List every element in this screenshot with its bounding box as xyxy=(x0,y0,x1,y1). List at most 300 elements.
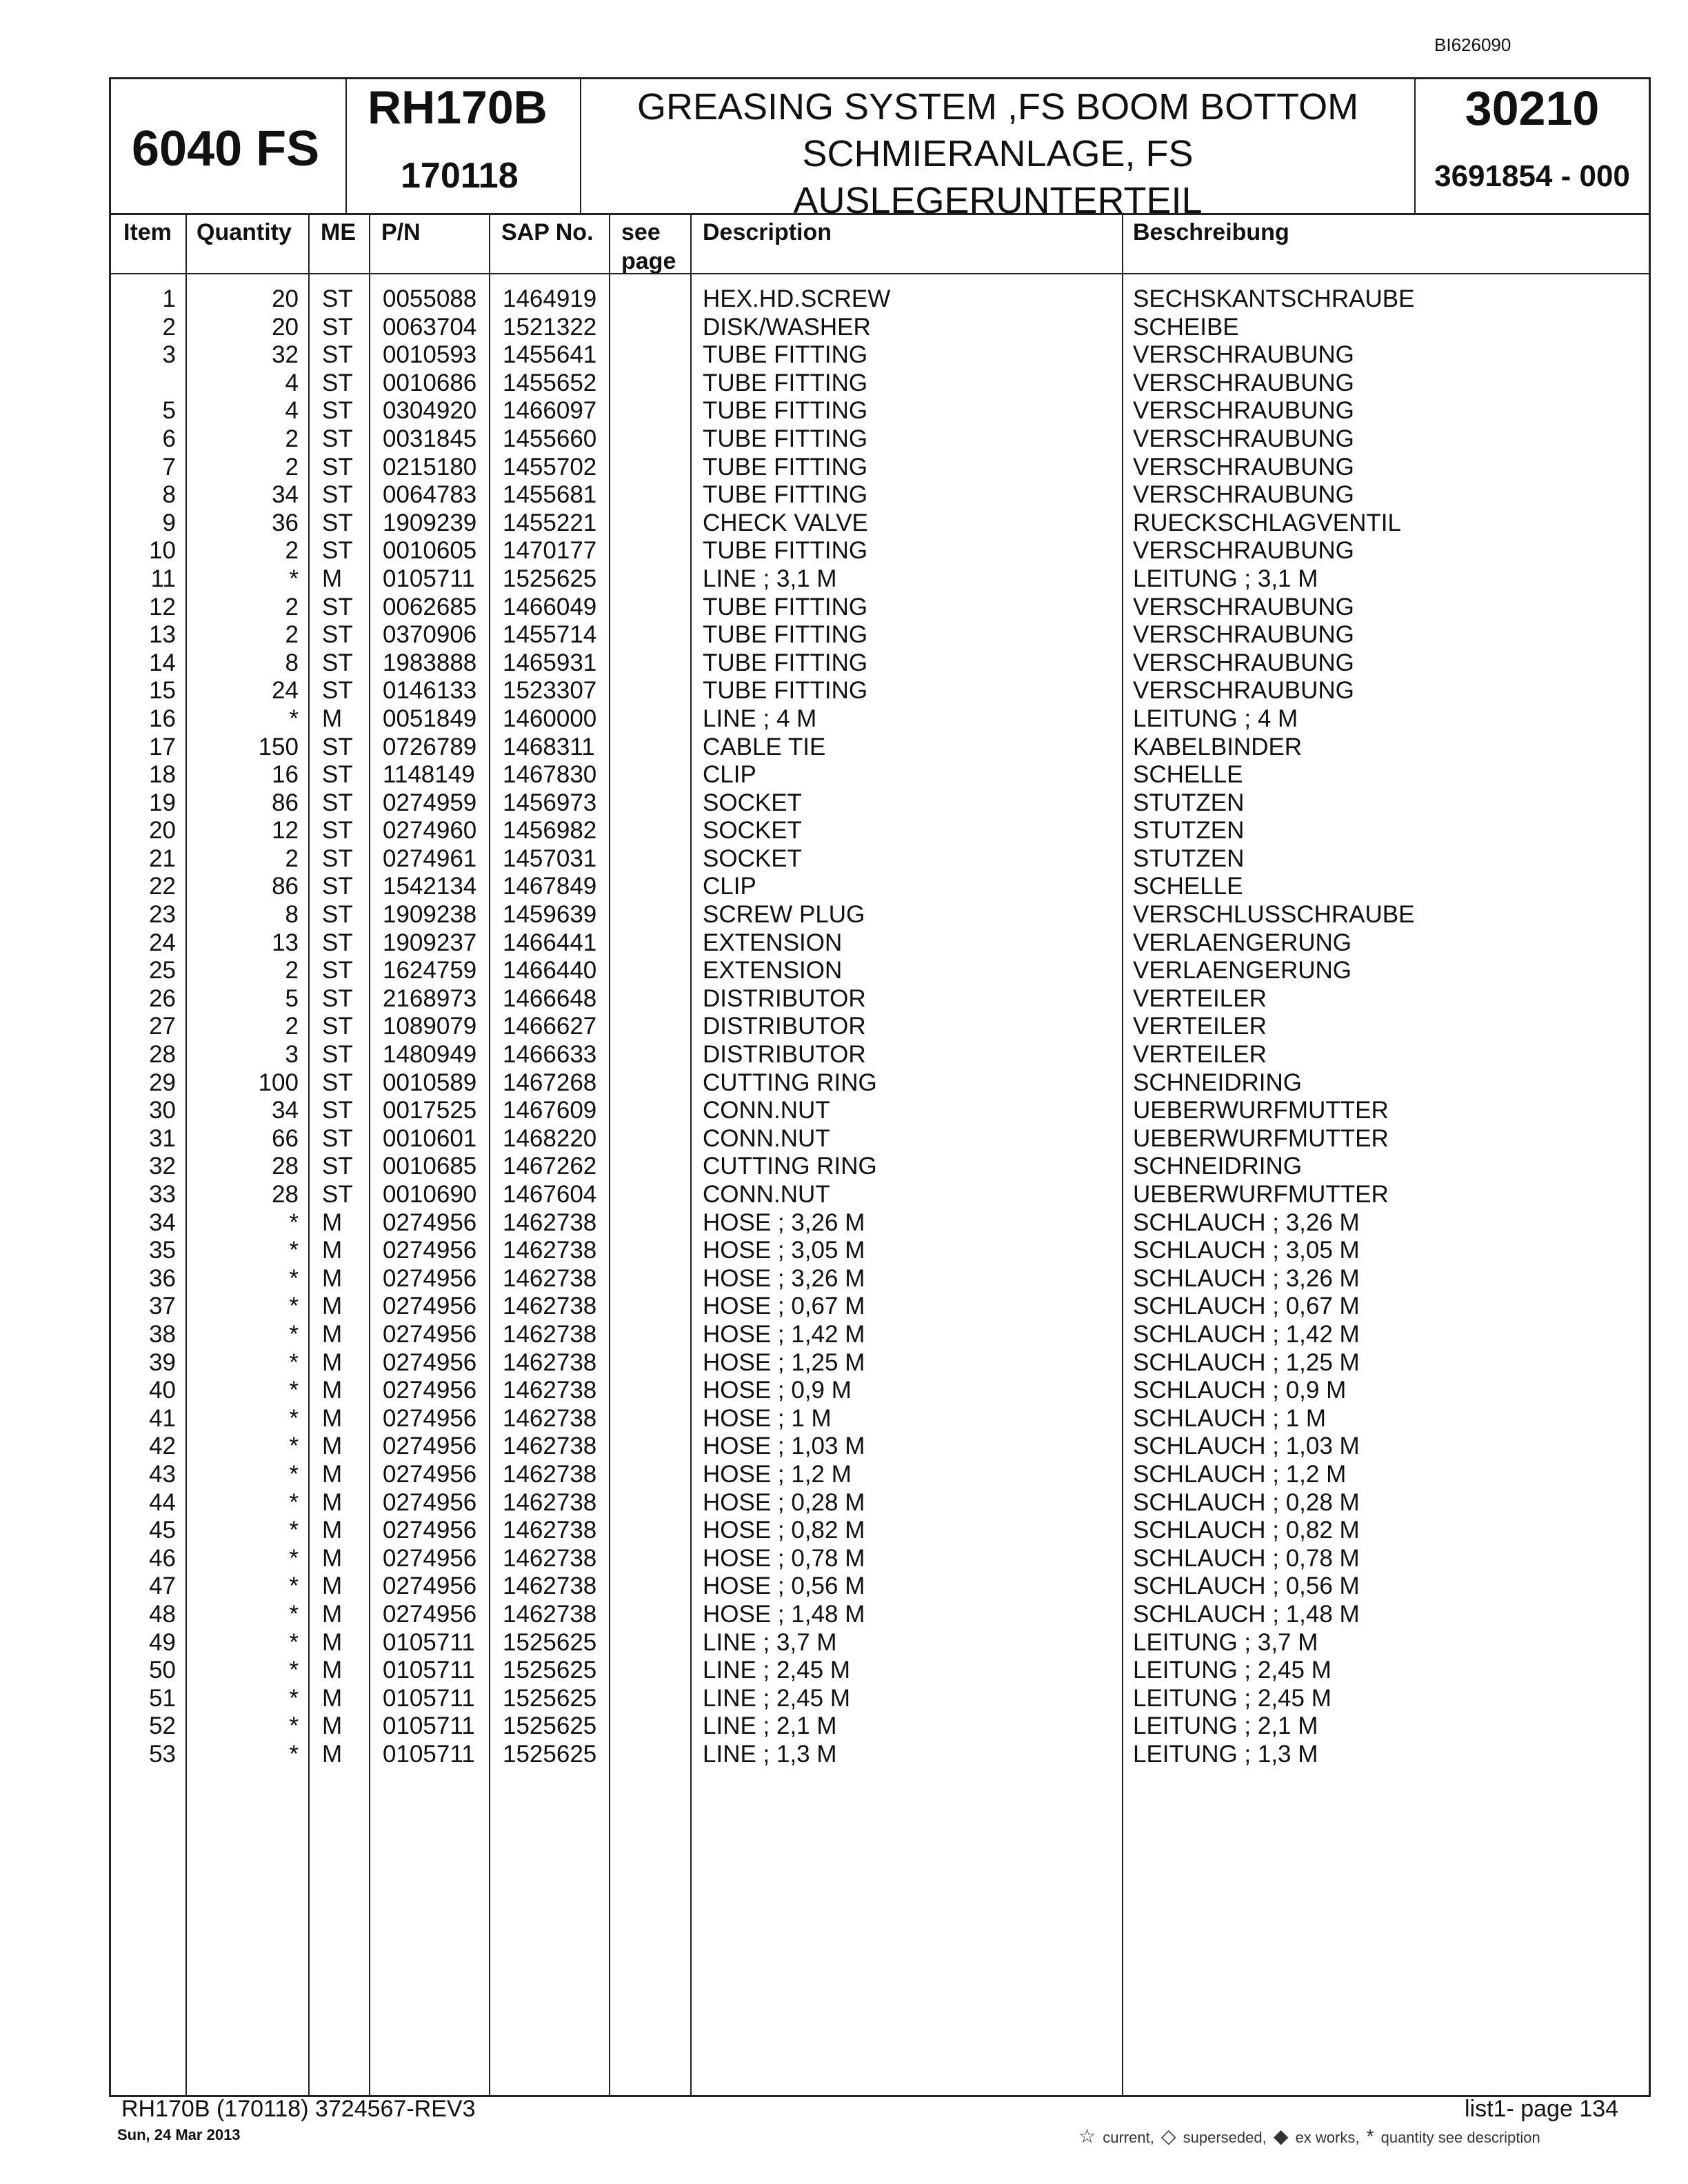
item-sap-number: 1462738 xyxy=(503,1544,597,1572)
item-number: 47 xyxy=(149,1573,176,1600)
item-sap-number: 1462738 xyxy=(503,1573,597,1600)
item-beschreibung: LEITUNG ; 3,7 M xyxy=(1133,1628,1318,1656)
item-beschreibung: SCHLAUCH ; 1 M xyxy=(1133,1404,1327,1432)
item-sap-number: 1466648 xyxy=(503,984,597,1012)
table-row xyxy=(111,454,1649,482)
item-description: DISTRIBUTOR xyxy=(703,1041,866,1069)
table-row xyxy=(111,341,1649,370)
item-part-number: 0274959 xyxy=(383,789,477,816)
item-part-number: 0010690 xyxy=(383,1181,477,1208)
table-row xyxy=(111,1712,1649,1741)
item-sap-number: 1462738 xyxy=(503,1433,597,1460)
diamond-filled-icon: ◆ xyxy=(1273,2125,1289,2147)
title-english: GREASING SYSTEM ,FS BOOM BOTTOM xyxy=(636,86,1359,128)
item-sap-number: 1466440 xyxy=(503,957,597,984)
table-row xyxy=(111,929,1649,958)
item-sap-number: 1462738 xyxy=(503,1237,597,1264)
title-cell xyxy=(581,79,1416,221)
item-beschreibung: SCHLAUCH ; 0,9 M xyxy=(1133,1377,1347,1404)
item-description: LINE ; 3,1 M xyxy=(703,565,837,592)
item-description: TUBE FITTING xyxy=(703,621,868,649)
item-unit: M xyxy=(322,1320,343,1348)
item-description: HOSE ; 1,2 M xyxy=(703,1460,852,1488)
item-quantity: 4 xyxy=(285,397,299,425)
col-header-sap: SAP No. xyxy=(501,219,594,245)
item-unit: ST xyxy=(322,313,353,341)
item-number: 33 xyxy=(149,1181,176,1208)
item-part-number: 0105711 xyxy=(383,1740,475,1768)
item-quantity: 4 xyxy=(285,369,299,396)
item-description: HOSE ; 1,03 M xyxy=(703,1433,865,1460)
item-number: 52 xyxy=(149,1712,176,1740)
item-unit: ST xyxy=(322,285,353,312)
item-number: 12 xyxy=(149,593,176,620)
table-row xyxy=(111,565,1649,594)
item-beschreibung: SCHLAUCH ; 1,25 M xyxy=(1133,1348,1360,1376)
item-beschreibung: SCHEIBE xyxy=(1133,313,1239,341)
item-quantity: 20 xyxy=(272,313,299,341)
item-sap-number: 1467604 xyxy=(503,1181,597,1208)
item-description: DISTRIBUTOR xyxy=(703,984,866,1012)
item-description: LINE ; 3,7 M xyxy=(703,1628,837,1656)
item-quantity: * xyxy=(289,1293,299,1320)
group-number: 30210 xyxy=(1465,81,1600,135)
item-quantity: 28 xyxy=(272,1153,299,1180)
item-description: CHECK VALVE xyxy=(703,509,868,536)
item-sap-number: 1468220 xyxy=(503,1124,597,1152)
table-row xyxy=(111,1489,1649,1517)
catalog-reference: RH170B (170118) 3724567-REV3 xyxy=(121,2096,476,2122)
item-number: 29 xyxy=(149,1069,176,1096)
item-quantity: * xyxy=(289,1544,299,1572)
diamond-outline-icon: ◇ xyxy=(1160,2125,1176,2147)
item-unit: ST xyxy=(322,621,353,649)
item-description: LINE ; 4 M xyxy=(703,705,817,732)
item-description: HOSE ; 1,48 M xyxy=(703,1600,865,1628)
item-part-number: 0063704 xyxy=(383,313,477,341)
item-number: 32 xyxy=(149,1153,176,1180)
item-number: 17 xyxy=(149,733,176,760)
item-number: 50 xyxy=(149,1657,176,1684)
item-sap-number: 1456973 xyxy=(503,789,597,816)
item-description: EXTENSION xyxy=(703,929,843,956)
item-quantity: * xyxy=(289,1517,299,1544)
item-sap-number: 1462738 xyxy=(503,1348,597,1376)
table-row xyxy=(111,1153,1649,1181)
item-description: DISTRIBUTOR xyxy=(703,1013,866,1040)
item-quantity: * xyxy=(289,1348,299,1376)
item-description: CUTTING RING xyxy=(703,1153,877,1180)
table-row xyxy=(111,734,1649,762)
table-row xyxy=(111,285,1649,314)
item-unit: ST xyxy=(322,397,353,425)
item-description: TUBE FITTING xyxy=(703,649,868,676)
item-sap-number: 1462738 xyxy=(503,1517,597,1544)
item-sap-number: 1462738 xyxy=(503,1293,597,1320)
item-unit: ST xyxy=(322,929,353,956)
item-description: HOSE ; 0,78 M xyxy=(703,1544,865,1572)
item-unit: M xyxy=(322,1657,343,1684)
title-german-line1: SCHMIERANLAGE, FS xyxy=(802,133,1194,174)
item-description: HOSE ; 1,42 M xyxy=(703,1320,865,1348)
table-row xyxy=(111,425,1649,454)
table-row xyxy=(111,649,1649,678)
item-description: HOSE ; 0,82 M xyxy=(703,1517,865,1544)
item-quantity: * xyxy=(289,1657,299,1684)
item-unit: ST xyxy=(322,733,353,760)
item-part-number: 0274956 xyxy=(383,1573,477,1600)
legend-superseded: superseded, xyxy=(1183,2129,1267,2146)
item-quantity: * xyxy=(289,1209,299,1236)
item-number: 40 xyxy=(149,1377,176,1404)
item-beschreibung: VERSCHRAUBUNG xyxy=(1133,453,1354,481)
item-quantity: 34 xyxy=(272,1097,299,1124)
table-row xyxy=(111,1657,1649,1685)
item-quantity: 24 xyxy=(272,677,299,705)
item-beschreibung: SCHNEIDRING xyxy=(1133,1153,1303,1180)
item-beschreibung: VERSCHRAUBUNG xyxy=(1133,369,1354,396)
item-beschreibung: SCHLAUCH ; 3,26 M xyxy=(1133,1209,1360,1236)
item-part-number: 0105711 xyxy=(383,565,475,592)
item-part-number: 0274956 xyxy=(383,1488,477,1516)
table-row xyxy=(111,1041,1649,1069)
item-sap-number: 1462738 xyxy=(503,1209,597,1236)
item-part-number: 2168973 xyxy=(383,984,477,1012)
item-part-number: 0274956 xyxy=(383,1320,477,1348)
col-header-quantity: Quantity xyxy=(197,219,292,245)
item-quantity: 16 xyxy=(272,761,299,789)
item-unit: M xyxy=(322,565,343,592)
item-beschreibung: LEITUNG ; 1,3 M xyxy=(1133,1740,1318,1768)
table-row xyxy=(111,1545,1649,1573)
item-number: 5 xyxy=(162,397,176,425)
item-part-number: 0064783 xyxy=(383,481,477,509)
item-description: HOSE ; 1 M xyxy=(703,1404,832,1432)
item-sap-number: 1455221 xyxy=(503,509,597,536)
item-number: 8 xyxy=(162,481,176,509)
table-row xyxy=(111,1461,1649,1489)
item-sap-number: 1467609 xyxy=(503,1097,597,1124)
item-quantity: * xyxy=(289,1264,299,1292)
item-unit: ST xyxy=(322,845,353,872)
table-row xyxy=(111,1601,1649,1629)
item-sap-number: 1525625 xyxy=(503,1684,597,1712)
item-unit: M xyxy=(322,1628,343,1656)
item-quantity: 34 xyxy=(272,481,299,509)
item-description: CONN.NUT xyxy=(703,1097,830,1124)
item-number: 11 xyxy=(150,565,176,592)
item-sap-number: 1462738 xyxy=(503,1460,597,1488)
table-row xyxy=(111,1517,1649,1545)
parts-rows xyxy=(111,273,1649,1768)
item-quantity: 86 xyxy=(272,789,299,816)
item-description: LINE ; 2,45 M xyxy=(703,1657,850,1684)
item-sap-number: 1462738 xyxy=(503,1488,597,1516)
item-quantity: 2 xyxy=(285,1013,299,1040)
item-number: 49 xyxy=(149,1628,176,1656)
item-quantity: 13 xyxy=(272,929,299,956)
table-row xyxy=(111,397,1649,425)
item-number: 15 xyxy=(149,677,176,705)
item-part-number: 1909238 xyxy=(383,901,477,929)
item-sap-number: 1462738 xyxy=(503,1264,597,1292)
table-row xyxy=(111,1321,1649,1349)
item-number: 46 xyxy=(149,1544,176,1572)
table-row xyxy=(111,621,1649,649)
legend-quantity: quantity see description xyxy=(1380,2129,1540,2146)
item-sap-number: 1467262 xyxy=(503,1153,597,1180)
item-beschreibung: SCHLAUCH ; 1,03 M xyxy=(1133,1433,1360,1460)
item-number: 39 xyxy=(149,1348,176,1376)
item-quantity: 28 xyxy=(272,1181,299,1208)
item-quantity: 2 xyxy=(285,425,299,452)
item-number: 18 xyxy=(149,761,176,789)
item-unit: M xyxy=(322,1488,343,1516)
item-part-number: 0274956 xyxy=(383,1544,477,1572)
table-row xyxy=(111,957,1649,985)
item-description: HOSE ; 0,28 M xyxy=(703,1488,865,1516)
item-number: 48 xyxy=(149,1600,176,1628)
document-reference: BI626090 xyxy=(1434,34,1511,55)
item-part-number: 0215180 xyxy=(383,453,477,481)
item-part-number: 0062685 xyxy=(383,593,477,620)
model-cell xyxy=(111,79,347,213)
item-part-number: 0274960 xyxy=(383,817,477,845)
item-sap-number: 1470177 xyxy=(503,537,597,565)
table-row xyxy=(111,1013,1649,1041)
item-beschreibung: STUTZEN xyxy=(1133,845,1245,872)
item-sap-number: 1459639 xyxy=(503,901,597,929)
item-number: 13 xyxy=(149,621,176,649)
col-header-me: ME xyxy=(321,219,356,245)
item-description: HOSE ; 0,9 M xyxy=(703,1377,852,1404)
item-description: HOSE ; 3,26 M xyxy=(703,1209,865,1236)
table-row xyxy=(111,370,1649,398)
item-unit: ST xyxy=(322,341,353,369)
item-unit: M xyxy=(322,1573,343,1600)
item-number: 3 xyxy=(162,341,176,369)
item-beschreibung: LEITUNG ; 2,1 M xyxy=(1133,1712,1318,1740)
item-description: CUTTING RING xyxy=(703,1069,877,1096)
item-part-number: 0105711 xyxy=(383,1628,475,1656)
item-quantity: * xyxy=(289,1600,299,1628)
item-unit: M xyxy=(322,1684,343,1712)
item-unit: ST xyxy=(322,481,353,509)
item-description: TUBE FITTING xyxy=(703,425,868,452)
item-quantity: * xyxy=(289,1712,299,1740)
item-number: 21 xyxy=(149,845,176,872)
item-description: SCREW PLUG xyxy=(703,901,865,929)
table-row xyxy=(111,1349,1649,1377)
item-quantity: 100 xyxy=(258,1069,299,1096)
item-unit: M xyxy=(322,1517,343,1544)
model-label: 6040 FS xyxy=(132,121,320,176)
item-description: TUBE FITTING xyxy=(703,537,868,565)
item-quantity: 32 xyxy=(272,341,299,369)
item-beschreibung: SCHLAUCH ; 0,82 M xyxy=(1133,1517,1360,1544)
table-row xyxy=(111,1685,1649,1713)
table-row xyxy=(111,1097,1649,1125)
item-unit: M xyxy=(322,1264,343,1292)
item-part-number: 0105711 xyxy=(383,1657,475,1684)
item-unit: M xyxy=(322,1237,343,1264)
item-part-number: 0274956 xyxy=(383,1264,477,1292)
item-beschreibung: VERSCHRAUBUNG xyxy=(1133,621,1354,649)
table-row xyxy=(111,1433,1649,1461)
item-quantity: * xyxy=(289,1628,299,1656)
item-number: 10 xyxy=(149,537,176,565)
item-beschreibung: VERSCHRAUBUNG xyxy=(1133,649,1354,676)
item-quantity: * xyxy=(289,1377,299,1404)
item-beschreibung: SCHLAUCH ; 0,67 M xyxy=(1133,1293,1360,1320)
item-quantity: * xyxy=(289,1684,299,1712)
item-unit: ST xyxy=(322,369,353,396)
item-description: DISK/WASHER xyxy=(703,313,871,341)
table-row xyxy=(111,1181,1649,1209)
item-number: 45 xyxy=(149,1517,176,1544)
item-quantity: 2 xyxy=(285,845,299,872)
item-part-number: 0274956 xyxy=(383,1433,477,1460)
item-part-number: 0146133 xyxy=(383,677,477,705)
table-row xyxy=(111,677,1649,705)
table-row xyxy=(111,1237,1649,1265)
table-row xyxy=(111,594,1649,622)
item-description: HOSE ; 1,25 M xyxy=(703,1348,865,1376)
table-row xyxy=(111,1125,1649,1153)
item-beschreibung: SCHLAUCH ; 1,48 M xyxy=(1133,1600,1360,1628)
item-quantity: * xyxy=(289,705,299,732)
item-beschreibung: VERTEILER xyxy=(1133,984,1267,1012)
item-beschreibung: VERSCHLUSSCHRAUBE xyxy=(1133,901,1415,929)
item-part-number: 1148149 xyxy=(383,761,475,789)
item-beschreibung: STUTZEN xyxy=(1133,789,1245,816)
item-beschreibung: LEITUNG ; 2,45 M xyxy=(1133,1657,1332,1684)
item-number: 27 xyxy=(149,1013,176,1040)
item-part-number: 0304920 xyxy=(383,397,477,425)
item-sap-number: 1467830 xyxy=(503,761,597,789)
item-number: 25 xyxy=(149,957,176,984)
item-unit: M xyxy=(322,1209,343,1236)
item-unit: M xyxy=(322,1433,343,1460)
item-part-number: 0105711 xyxy=(383,1684,475,1712)
item-unit: M xyxy=(322,1348,343,1376)
item-sap-number: 1466049 xyxy=(503,593,597,620)
item-quantity: 66 xyxy=(272,1124,299,1152)
item-beschreibung: VERTEILER xyxy=(1133,1041,1267,1069)
item-description: TUBE FITTING xyxy=(703,453,868,481)
item-part-number: 1089079 xyxy=(383,1013,477,1040)
table-row xyxy=(111,537,1649,565)
asterisk-icon: * xyxy=(1366,2125,1374,2147)
item-part-number: 1542134 xyxy=(383,873,477,900)
item-part-number: 0017525 xyxy=(383,1097,477,1124)
item-part-number: 0274956 xyxy=(383,1237,477,1264)
table-row xyxy=(111,314,1649,342)
sheet-header xyxy=(109,77,1651,221)
item-quantity: 12 xyxy=(272,817,299,845)
table-row xyxy=(111,1405,1649,1433)
item-part-number: 0274956 xyxy=(383,1377,477,1404)
item-description: CLIP xyxy=(703,761,756,789)
item-number: 7 xyxy=(162,453,176,481)
machine-cell xyxy=(347,79,581,213)
item-description: LINE ; 2,45 M xyxy=(703,1684,850,1712)
item-description: HOSE ; 0,56 M xyxy=(703,1573,865,1600)
item-number: 28 xyxy=(149,1041,176,1069)
item-unit: ST xyxy=(322,677,353,705)
item-sap-number: 1455681 xyxy=(503,481,597,509)
item-description: TUBE FITTING xyxy=(703,341,868,369)
item-beschreibung: SCHLAUCH ; 0,78 M xyxy=(1133,1544,1360,1572)
item-part-number: 0274956 xyxy=(383,1600,477,1628)
item-sap-number: 1523307 xyxy=(503,677,597,705)
item-sap-number: 1466633 xyxy=(503,1041,597,1069)
item-number: 2 xyxy=(162,313,176,341)
item-number: 34 xyxy=(149,1209,176,1236)
item-quantity: 5 xyxy=(285,984,299,1012)
item-quantity: * xyxy=(289,1404,299,1432)
item-unit: ST xyxy=(322,1153,353,1180)
item-sap-number: 1457031 xyxy=(503,845,597,872)
item-number: 24 xyxy=(149,929,176,956)
item-sap-number: 1521322 xyxy=(503,313,597,341)
item-quantity: * xyxy=(289,1573,299,1600)
item-beschreibung: VERSCHRAUBUNG xyxy=(1133,593,1354,620)
item-number: 41 xyxy=(149,1404,176,1432)
item-sap-number: 1462738 xyxy=(503,1377,597,1404)
item-number: 31 xyxy=(149,1124,176,1152)
item-unit: ST xyxy=(322,1013,353,1040)
col-header-description: Description xyxy=(703,219,832,245)
item-unit: ST xyxy=(322,817,353,845)
item-beschreibung: SCHLAUCH ; 1,42 M xyxy=(1133,1320,1360,1348)
title-german-line2: AUSLEGERUNTERTEIL xyxy=(793,180,1203,221)
item-quantity: * xyxy=(289,1237,299,1264)
item-unit: ST xyxy=(322,649,353,676)
item-beschreibung: RUECKSCHLAGVENTIL xyxy=(1133,509,1401,536)
table-row xyxy=(111,1265,1649,1293)
item-unit: ST xyxy=(322,1181,353,1208)
item-beschreibung: UEBERWURFMUTTER xyxy=(1133,1124,1389,1152)
item-part-number: 0010686 xyxy=(383,369,477,396)
drawing-number: 3691854 - 000 xyxy=(1434,159,1630,193)
item-sap-number: 1466097 xyxy=(503,397,597,425)
item-sap-number: 1455660 xyxy=(503,425,597,452)
legend-current: current, xyxy=(1103,2129,1154,2146)
item-beschreibung: STUTZEN xyxy=(1133,817,1245,845)
item-unit: ST xyxy=(322,984,353,1012)
item-beschreibung: KABELBINDER xyxy=(1133,733,1303,760)
item-part-number: 0031845 xyxy=(383,425,477,452)
table-row xyxy=(111,1293,1649,1321)
item-description: HEX.HD.SCREW xyxy=(703,285,891,312)
item-sap-number: 1462738 xyxy=(503,1404,597,1432)
item-sap-number: 1455652 xyxy=(503,369,597,396)
item-part-number: 1909239 xyxy=(383,509,477,536)
machine-serial: 170118 xyxy=(401,156,519,196)
item-sap-number: 1455714 xyxy=(503,621,597,649)
col-header-pn: P/N xyxy=(381,219,421,245)
item-number: 36 xyxy=(149,1264,176,1292)
item-quantity: 2 xyxy=(285,537,299,565)
table-row xyxy=(111,789,1649,818)
item-sap-number: 1455641 xyxy=(503,341,597,369)
item-unit: M xyxy=(322,1460,343,1488)
item-number: 20 xyxy=(149,817,176,845)
item-sap-number: 1525625 xyxy=(503,1740,597,1768)
item-beschreibung: SCHLAUCH ; 3,05 M xyxy=(1133,1237,1360,1264)
item-beschreibung: UEBERWURFMUTTER xyxy=(1133,1097,1389,1124)
